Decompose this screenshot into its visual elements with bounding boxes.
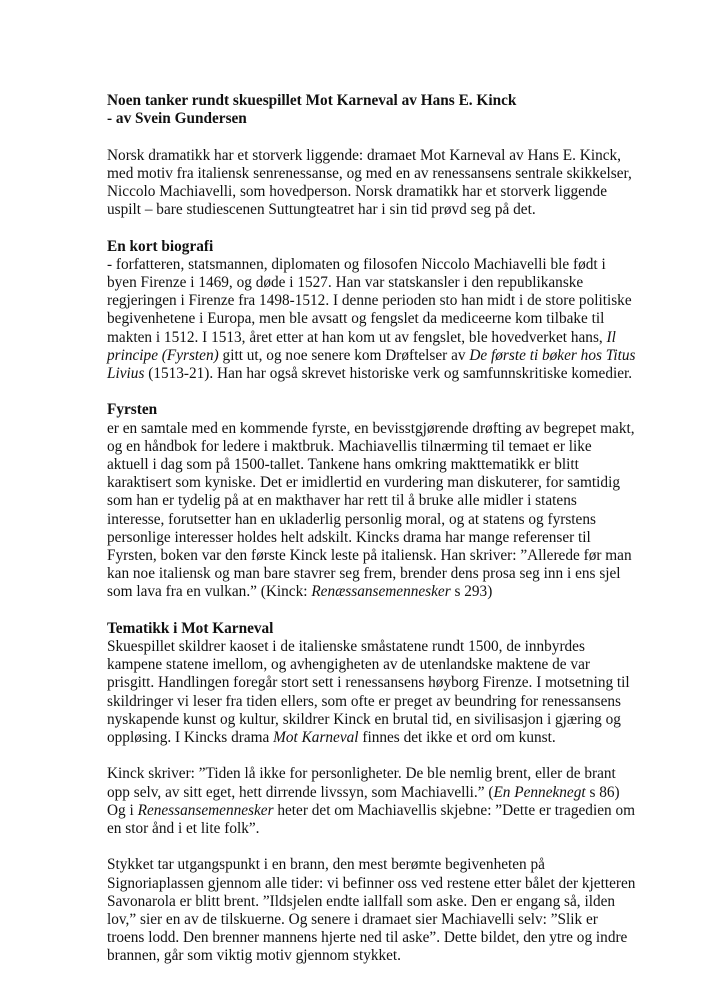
text-run: gitt ut, og noe senere kom Drøftelser av <box>218 346 470 364</box>
quote-paragraph <box>107 765 637 838</box>
document-title: Noen tanker rundt skuespillet Mot Karneval av Hans E. Kinck <box>107 92 517 109</box>
document-author: - av Svein Gundersen <box>107 110 247 128</box>
text-run: s 86) Og i <box>107 783 620 819</box>
text-run: finnes det ikke et ord om kunst. <box>358 729 556 747</box>
section-heading: Fyrsten <box>107 401 158 419</box>
text-run: Skuespillet skildrer kaoset i de italienske småstatene rundt 1500, de innbyrdes kampene statene imellom, og avhengigheten av de utenlandske maktene de var prisgitt. Handlingen foregår stort sett i renessansens høyborg Firenze. I motsetning til skildringer vi leser fra tiden ellers, som ofte er preget av beundring for renessansens nyskapende kunst og kultur, skildrer Kinck en brutal tid, en sivilisasjon i gjæring og oppløsing. I Kincks drama <box>107 638 630 747</box>
book-title: En Penneknegt <box>493 783 586 801</box>
brann-paragraph: Stykket tar utgangspunkt i en brann, den mest berømte begivenheten på Signoriaplassen gjennom alle tider: vi befinner oss ved restene etter bålet der kjetteren Savonarola er blitt brent. ”Ildsjelen endte iallfall som aske. Den er engang så, ilden lov,” sier en av de tilskuerne. Og senere i dramaet sier Machiavelli selv: ”Slik er troens lodd. Den brenner mannens hjerte ned til aske”. Dette bildet, den ytre og indre brannen, går som viktig motiv gjennom stykket. <box>107 856 636 965</box>
text-run: s 293) <box>450 583 493 601</box>
text-run: Kinck skriver: ”Tiden lå ikke for personligheter. De ble nemlig brent, eller de brant opp selv, av sitt eget, hett dirrende livssyn, som Machiavelli.” ( <box>107 765 616 801</box>
text-run: (1513-21). Han har også skrevet historiske verk og samfunnskritiske komedier. <box>144 365 633 383</box>
tematikk-paragraph <box>107 638 637 747</box>
text-run: er en samtale med en kommende fyrste, en bevisstgjørende drøfting av begrepet makt, og en håndbok for ledere i maktbruk. Machiavellis tilnærming til temaet er like aktuell i dag som på 1500-tallet. Tankene hans omkring makttematikk er blitt karaktisert som kyniske. Det er imidlertid en vurdering man diskuterer, for samtidig som han er tydelig på at en makthaver har rett til å bruke alle midler i statens interesse, forutsetter han en ukladerlig personlig moral, og at statens og fyrstens personlige interesser holdes helt adskilt. Kincks drama har mange referenser til Fyrsten, boken var den første Kinck leste på italiensk. Han skriver: ”Allerede før man kan noe italiensk og man bare stavrer seg frem, brender dens prosa seg inn i ens sjel som lava fra en vulkan.” (Kinck: <box>107 419 635 601</box>
section-heading: Tematikk i Mot Karneval <box>107 619 274 637</box>
text-run: - forfatteren, statsmannen, diplomaten og filosofen Niccolo Machiavelli ble født i byen Firenze i 1469, og døde i 1527. Han var statskansler i den republikanske regjeringen i Firenze fra 1498-1512. I denne perioden sto han midt i de store politiske begivenhetene i Europa, men ble avsatt og fengslet da mediceerne kom tilbake til makten i 1512. I 1513, året etter at han kom ut av fengslet, ble hovedverket hans, <box>107 255 632 346</box>
section-fyrsten <box>107 401 637 601</box>
document-header <box>107 92 637 128</box>
book-title: De første ti bøker hos Titus Livius <box>107 346 636 383</box>
book-title: Il principe (Fyrsten) <box>107 328 616 364</box>
section-biography <box>107 238 637 384</box>
text-run: heter det om Machiavellis skjebne: ”Dette er tragedien om en stor ånd i et lite folk”. <box>107 801 636 838</box>
fyrsten-paragraph <box>107 420 637 602</box>
section-tematikk <box>107 620 637 747</box>
section-heading: En kort biografi <box>107 237 214 255</box>
intro-paragraph: Norsk dramatikk har et storverk liggende: dramaet Mot Karneval av Hans E. Kinck, med motiv fra italiensk senrenessanse, og med en av renessansens sentrale skikkelser, Niccolo Machiavelli, som hovedperson. Norsk dramatikk har et storverk liggende uspilt – bare studiescenen Suttungteatret har i sin tid prøvd seg på det. <box>107 146 632 219</box>
book-title: Renessansemennesker <box>137 801 274 819</box>
book-title: Mot Karneval <box>273 729 359 747</box>
book-title: Renæssansemennesker <box>311 583 451 601</box>
biography-paragraph <box>107 256 637 383</box>
document-page <box>107 92 637 966</box>
